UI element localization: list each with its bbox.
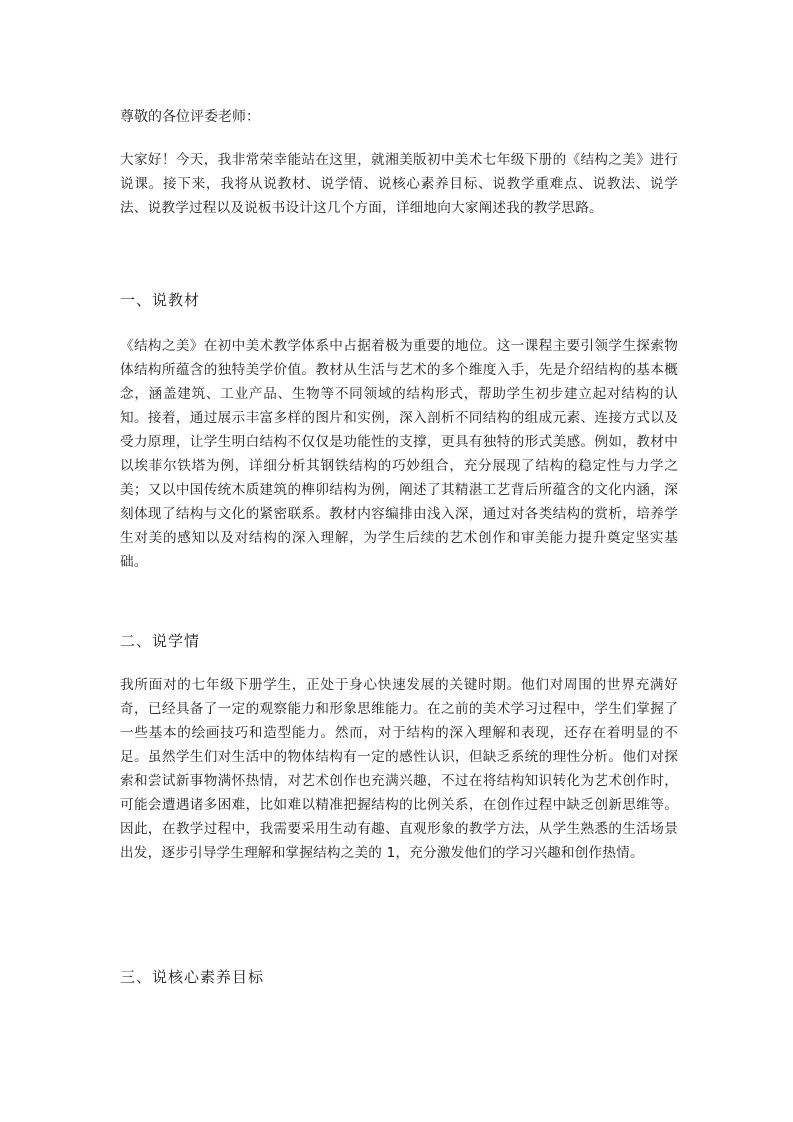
section-heading-textbook: 一、说教材 bbox=[120, 291, 201, 309]
section-heading-core-literacy-goals: 三、说核心素养目标 bbox=[120, 968, 265, 986]
section-heading-student-analysis: 二、说学情 bbox=[120, 632, 201, 650]
section-body-student-analysis: 我所面对的七年级下册学生，正处于身心快速发展的关键时期。他们对周围的世界充满好奇，已经具备了一定的观察能力和形象思维能力。在之前的美术学习过程中，学生们掌握了一些基本的绘画技巧和造型能力。然而，对于结构的深入理解和表现，还存在着明显的不足。虽然学生们对生活中的物体结构有一定的感性认识，但缺乏系统的理性分析。他们对探索和尝试新事物满怀热情，对艺术创作也充满兴趣，不过在将结构知识转化为艺术创作时，可能会遭遇诸多困难，比如难以精准把握结构的比例关系，在创作过程中缺乏创新思维等。因此，在教学过程中，我需要采用生动有趣、直观形象的教学方法，从学生熟悉的生活场景出发，逐步引导学生理解和掌握结构之美的 1，充分激发他们的学习兴趣和创作热情。 bbox=[120, 677, 678, 861]
salutation: 尊敬的各位评委老师： bbox=[120, 109, 260, 125]
intro-paragraph: 大家好！今天，我非常荣幸能站在这里，就湘美版初中美术七年级下册的《结构之美》进行说课。接下来，我将从说教材、说学情、说核心素养目标、说教学重难点、说教法、说学法、说教学过程以及说板书设计这几个方面，详细地向大家阐述我的教学思路。 bbox=[120, 152, 678, 216]
section-body-textbook: 《结构之美》在初中美术教学体系中占据着极为重要的地位。这一课程主要引领学生探索物体结构所蕴含的独特美学价值。教材从生活与艺术的多个维度入手，先是介绍结构的基本概念，涵盖建筑、工业产品、生物等不同领域的结构形式，帮助学生初步建立起对结构的认知。接着，通过展示丰富多样的图片和实例，深入剖析不同结构的组成元素、连接方式以及受力原理，让学生明白结构不仅仅是功能性的支撑，更具有独特的形式美感。例如，教材中以埃菲尔铁塔为例，详细分析其钢铁结构的巧妙组合，充分展现了结构的稳定性与力学之美；又以中国传统木质建筑的榫卯结构为例，阐述了其精湛工艺背后所蕴含的文化内涵，深刻体现了结构与文化的紧密联系。教材内容编排由浅入深，通过对各类结构的赏析，培养学生对美的感知以及对结构的深入理解，为学生后续的艺术创作和审美能力提升奠定坚实基础。 bbox=[120, 338, 678, 570]
